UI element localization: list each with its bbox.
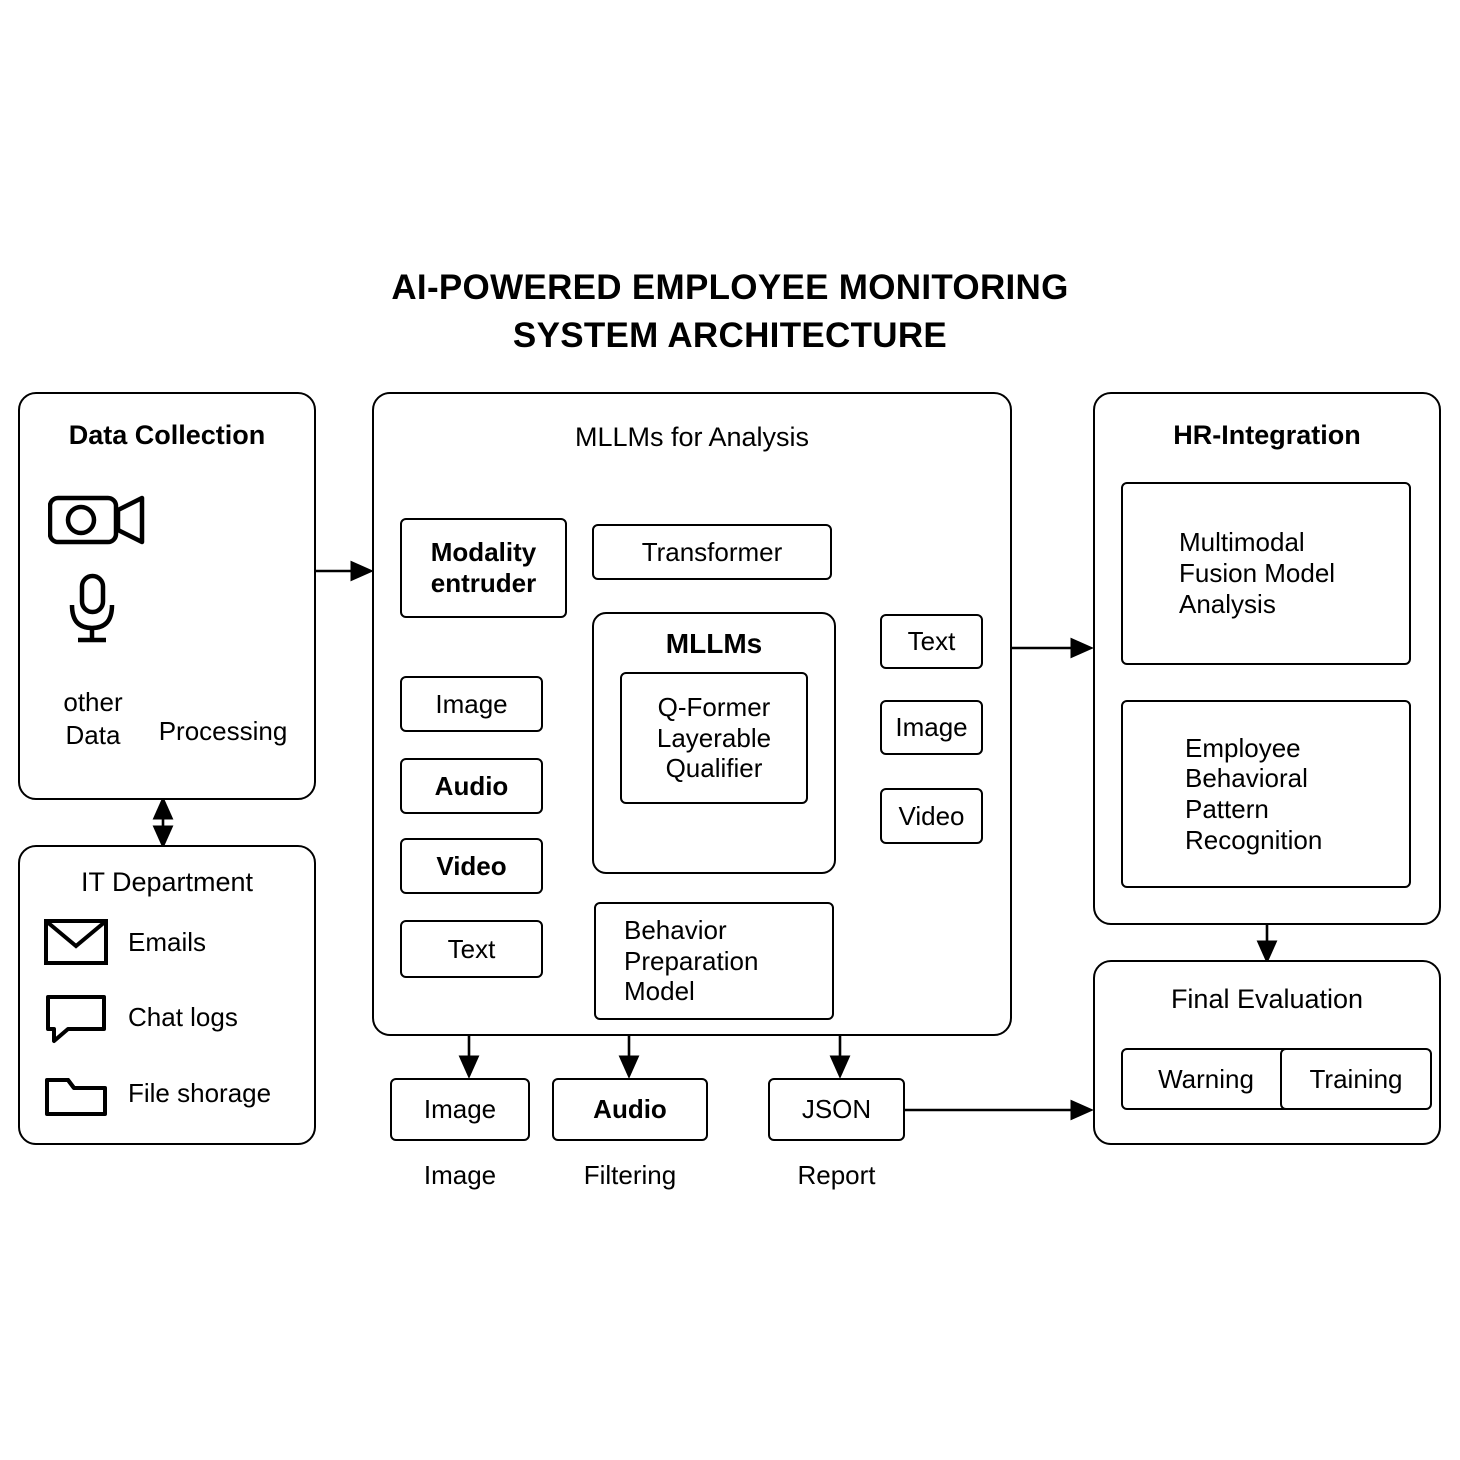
mllms-inner-title: MLLMs xyxy=(665,628,763,659)
other-data-label-line2: Data xyxy=(65,719,121,750)
node-input-video[interactable]: Video xyxy=(400,838,543,894)
pattern-line1: Employee xyxy=(1185,732,1301,763)
node-q-former[interactable] xyxy=(620,672,808,804)
node-multimodal-fusion-model-analysis[interactable] xyxy=(1121,482,1411,665)
node-output-audio-file[interactable]: Audio xyxy=(552,1078,708,1141)
it-item-label-emails: Emails xyxy=(128,927,207,957)
pattern-line3: Pattern xyxy=(1185,794,1269,824)
node-training[interactable]: Training xyxy=(1280,1048,1432,1110)
it-item-label-chat-logs: Chat logs xyxy=(128,1002,238,1032)
node-input-text[interactable]: Text xyxy=(400,920,543,978)
node-output-json[interactable]: JSON xyxy=(768,1078,905,1141)
modality-entruder-line1: Modality xyxy=(430,537,537,568)
group-hr-integration-title: HR-Integration xyxy=(1173,420,1361,450)
chat-bubble-icon xyxy=(44,993,108,1045)
caption-filtering: Filtering xyxy=(583,1160,677,1190)
processing-label: Processing xyxy=(158,716,288,746)
behavior-line1: Behavior xyxy=(624,914,727,945)
other-data-label-line1: other xyxy=(63,687,123,717)
node-warning[interactable]: Warning xyxy=(1121,1048,1291,1110)
caption-image: Image xyxy=(423,1160,497,1190)
node-employee-behavioral-pattern-recognition[interactable] xyxy=(1121,700,1411,888)
group-data-collection-title: Data Collection xyxy=(68,420,266,450)
node-input-image[interactable]: Image xyxy=(400,676,543,732)
page-title-line2: SYSTEM ARCHITECTURE xyxy=(512,316,948,355)
video-camera-icon xyxy=(48,492,146,548)
q-former-line2: Layerable xyxy=(656,722,772,753)
envelope-icon xyxy=(44,918,108,966)
q-former-line1: Q-Former xyxy=(657,691,771,722)
node-behavior-preparation-model[interactable] xyxy=(594,902,834,1020)
pattern-line4: Recognition xyxy=(1185,824,1323,855)
other-data-label xyxy=(38,686,148,751)
node-output-video[interactable]: Video xyxy=(880,788,983,844)
behavior-line3: Model xyxy=(624,976,695,1007)
fusion-line3: Analysis xyxy=(1179,588,1276,619)
pattern-line2: Behavioral xyxy=(1185,763,1308,794)
behavior-line2: Preparation xyxy=(624,945,759,976)
node-modality-entruder[interactable] xyxy=(400,518,567,618)
node-output-image-file[interactable]: Image xyxy=(390,1078,530,1141)
modality-entruder-line2: entruder xyxy=(430,568,537,598)
group-final-evaluation-title: Final Evaluation xyxy=(1170,984,1364,1014)
it-item-label-file-storage: File shorage xyxy=(128,1078,272,1108)
node-output-text[interactable]: Text xyxy=(880,614,983,669)
node-output-image[interactable]: Image xyxy=(880,700,983,755)
fusion-line2: Fusion Model xyxy=(1179,558,1336,589)
caption-report: Report xyxy=(797,1160,876,1190)
group-it-department-title: IT Department xyxy=(80,867,254,897)
page-title-line1: AI-POWERED EMPLOYEE MONITORING xyxy=(391,268,1069,307)
folder-icon xyxy=(44,1070,108,1118)
fusion-line1: Multimodal xyxy=(1179,527,1305,558)
page-title xyxy=(0,264,1460,360)
group-mllms-title: MLLMs for Analysis xyxy=(574,422,810,452)
node-input-audio[interactable]: Audio xyxy=(400,758,543,814)
microphone-icon xyxy=(60,572,124,644)
q-former-line3: Qualifier xyxy=(665,753,763,784)
node-transformer[interactable]: Transformer xyxy=(592,524,832,580)
